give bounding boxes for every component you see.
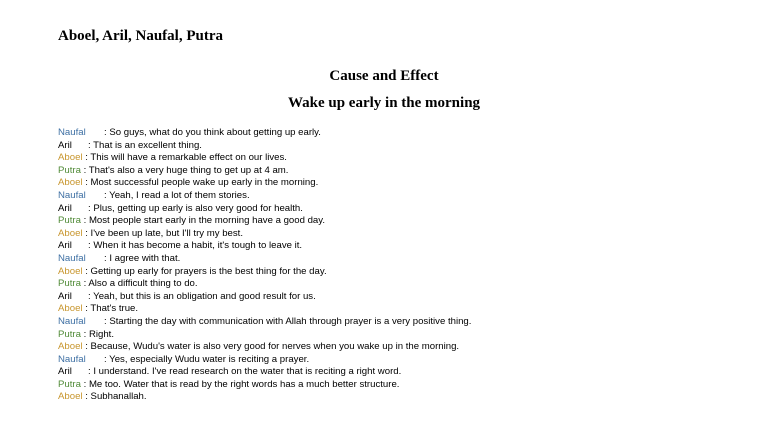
speaker-separator: : — [88, 290, 94, 302]
speaker-name: Aboel — [58, 303, 83, 315]
dialogue-line — [58, 316, 471, 329]
dialogue-line — [58, 165, 471, 178]
speaker-name: Putra — [58, 164, 81, 176]
utterance-text: That's true. — [90, 303, 139, 315]
utterance-text: That's also a very huge thing to get up at 4 am. — [88, 164, 289, 176]
utterance-text: So guys, what do you think about getting up early. — [109, 127, 321, 138]
utterance-text: Yes, especially Wudu water is reciting a prayer. — [109, 353, 310, 365]
speaker-separator: : — [104, 189, 110, 201]
dialogue-line — [58, 177, 471, 190]
utterance-text: This will have a remarkable effect on our lives. — [90, 152, 287, 164]
utterance-text: Most people start early in the morning have a good day. — [88, 215, 326, 227]
speaker-name: Naufal — [58, 315, 86, 327]
speaker-separator: : — [88, 366, 94, 378]
speaker-name: Putra — [58, 378, 81, 390]
speaker-separator: : — [80, 164, 89, 176]
utterance-text: Me too. Water that is read by the right words has a much better structure. — [88, 378, 400, 390]
speaker-name: Aril — [58, 202, 72, 214]
utterance-text: That is an excellent thing. — [93, 139, 202, 151]
utterance-text: Subhanallah. — [90, 391, 147, 403]
dialogue-line — [58, 379, 471, 392]
dialogue-line — [58, 253, 471, 266]
utterance-text: Plus, getting up early is also very good for health. — [93, 202, 303, 214]
utterance-text: Yeah, but this is an obligation and good result for us. — [93, 290, 316, 302]
dialogue-line — [58, 303, 471, 316]
speaker-separator: : — [104, 127, 110, 138]
speaker-name: Naufal — [58, 127, 86, 138]
speaker-separator: : — [88, 202, 94, 214]
dialogue-line — [58, 329, 471, 342]
utterance-text: Yeah, I read a lot of them stories. — [109, 189, 250, 201]
speaker-name: Aril — [58, 139, 72, 151]
utterance-text: Most successful people wake up early in the morning. — [90, 177, 319, 189]
speaker-separator: : — [82, 341, 91, 353]
dialogue-line — [58, 215, 471, 228]
document-title: Cause and Effect — [329, 68, 439, 84]
speaker-separator: : — [82, 391, 91, 403]
utterance-text: I agree with that. — [109, 252, 181, 264]
utterance-text: Starting the day with communication with Allah through prayer is a very positive thing. — [109, 315, 472, 327]
dialogue-line — [58, 266, 471, 279]
speaker-name: Naufal — [58, 353, 86, 365]
speaker-name: Naufal — [58, 189, 86, 201]
speaker-separator: : — [104, 315, 110, 327]
speaker-separator: : — [104, 252, 110, 264]
dialogue-line — [58, 240, 471, 253]
utterance-text: Getting up early for prayers is the best thing for the day. — [90, 265, 327, 277]
speaker-name: Putra — [58, 278, 81, 290]
dialogue-list — [58, 127, 471, 404]
speaker-separator: : — [82, 303, 91, 315]
speaker-separator: : — [82, 152, 91, 164]
dialogue-line — [58, 190, 471, 203]
speaker-name: Aboel — [58, 152, 83, 164]
speaker-separator: : — [82, 265, 91, 277]
utterance-text: I understand. I've read research on the water that is reciting a right word. — [93, 366, 402, 378]
speaker-separator: : — [82, 227, 91, 239]
speaker-name: Aril — [58, 240, 72, 252]
speaker-name: Aboel — [58, 177, 83, 189]
utterance-text: I've been up late, but I'll try my best. — [90, 227, 243, 239]
document-subtitle: Wake up early in the morning — [287, 95, 481, 111]
dialogue-line — [58, 203, 471, 216]
speaker-name: Putra — [58, 215, 81, 227]
dialogue-line — [58, 354, 471, 367]
speaker-separator: : — [80, 215, 89, 227]
speaker-separator: : — [80, 278, 89, 290]
utterance-text: When it has become a habit, it's tough to leave it. — [93, 240, 303, 252]
dialogue-line — [58, 366, 471, 379]
dialogue-line — [58, 152, 471, 165]
speaker-separator: : — [88, 139, 94, 151]
speaker-name: Putra — [58, 328, 81, 340]
dialogue-line — [58, 391, 471, 404]
speaker-name: Aboel — [58, 227, 83, 239]
utterance-text: Right. — [88, 328, 114, 340]
authors-heading: Aboel, Aril, Naufal, Putra — [58, 28, 223, 44]
dialogue-line — [58, 127, 471, 140]
dialogue-line — [58, 140, 471, 153]
speaker-name: Aril — [58, 290, 72, 302]
dialogue-line — [58, 291, 471, 304]
speaker-name: Aboel — [58, 341, 83, 353]
speaker-name: Aboel — [58, 391, 83, 403]
speaker-separator: : — [88, 240, 94, 252]
speaker-separator: : — [80, 378, 89, 390]
dialogue-line — [58, 341, 471, 354]
speaker-name: Naufal — [58, 252, 86, 264]
speaker-name: Aril — [58, 366, 72, 378]
speaker-separator: : — [104, 353, 110, 365]
dialogue-line — [58, 228, 471, 241]
utterance-text: Because, Wudu's water is also very good for nerves when you wake up in the morning. — [90, 341, 460, 353]
speaker-separator: : — [80, 328, 89, 340]
utterance-text: Also a difficult thing to do. — [88, 278, 198, 290]
dialogue-line — [58, 278, 471, 291]
speaker-separator: : — [82, 177, 91, 189]
speaker-name: Aboel — [58, 265, 83, 277]
